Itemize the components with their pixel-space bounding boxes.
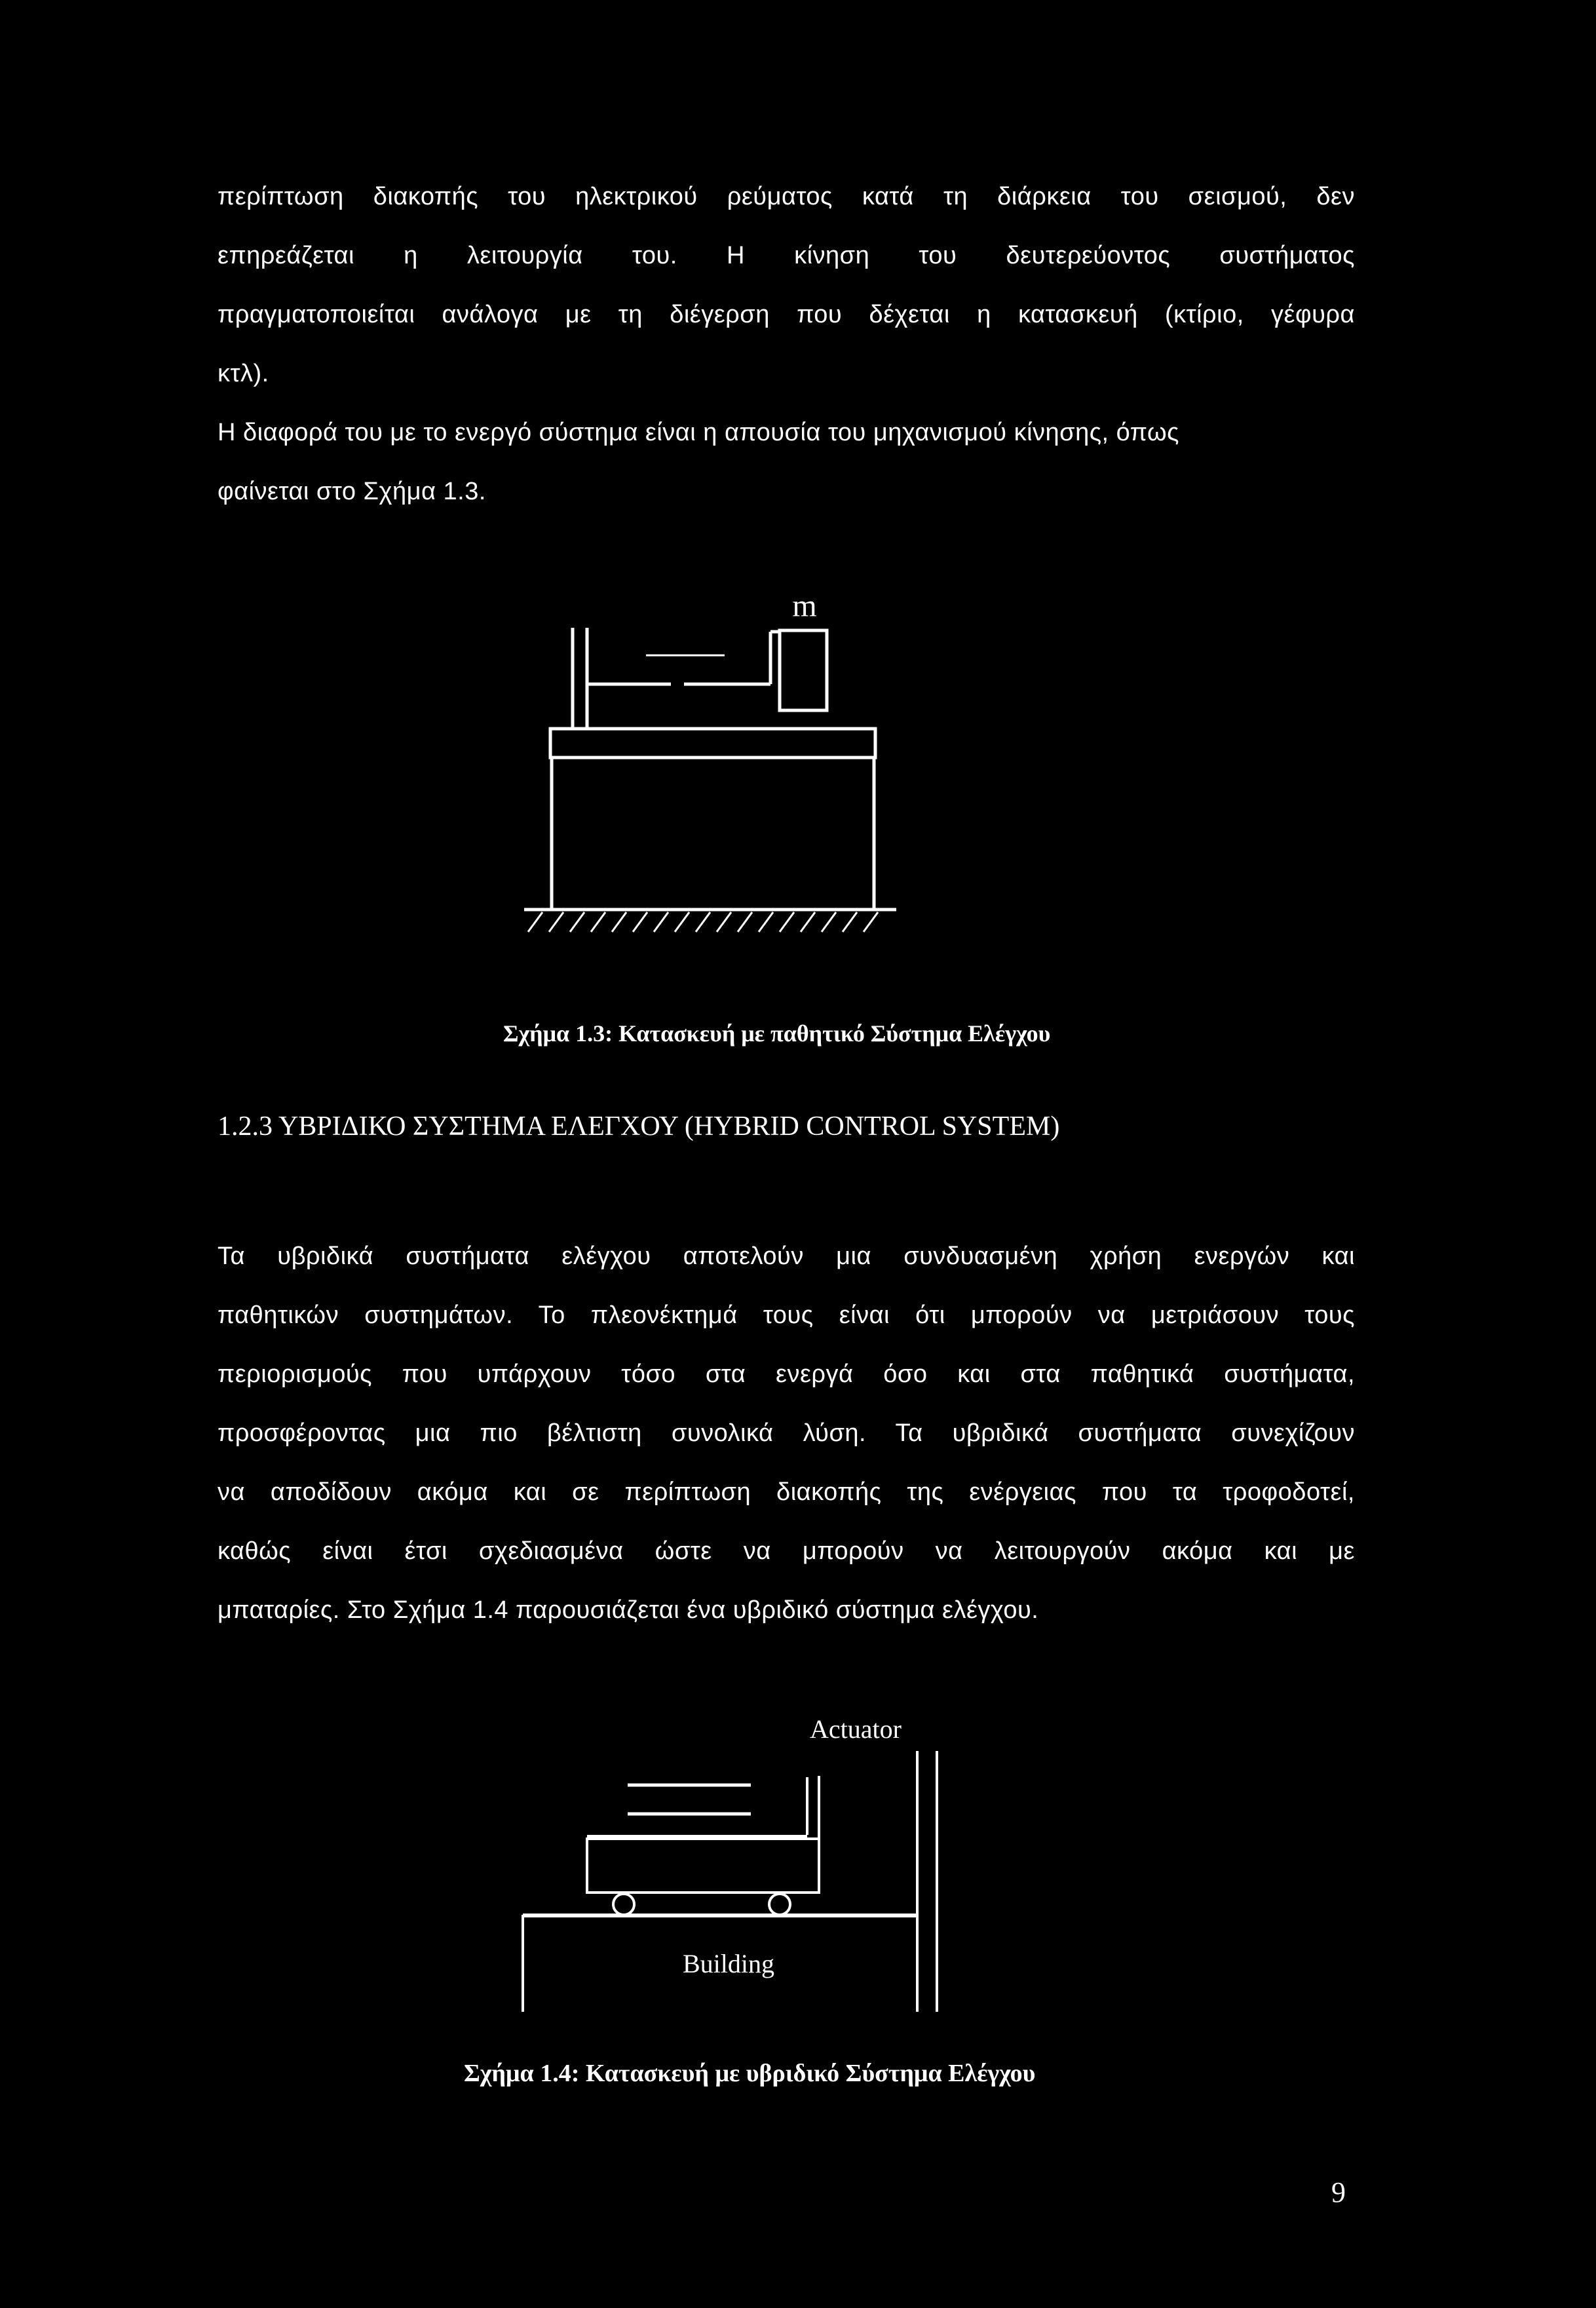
intro-line: πραγματοποιείται ανάλογα με τη διέγερση που δέχεται η κατασκευή (κτίριο, γέφυρα — [218, 301, 1355, 328]
mass-label: m — [792, 588, 817, 623]
intro-line: Η διαφορά του με το ενεργό σύστημα είναι η απουσία του μηχανισμού κίνησης, όπως — [218, 419, 1179, 446]
intro-line: περίπτωση διακοπής του ηλεκτρικού ρεύματος κατά τη διάρκεια του σεισμού, δεν — [218, 183, 1355, 210]
body-line: Τα υβριδικά συστήματα ελέγχου αποτελούν μια συνδυασμένη χρήση ενεργών και — [218, 1242, 1355, 1270]
section-heading: 1.2.3 ΥΒΡΙΔΙΚΟ ΣΥΣΤΗΜΑ ΕΛΕΓΧΟΥ (HYBRID CONTROL SYSTEM) — [218, 1111, 1060, 1142]
page-number: 9 — [1331, 2176, 1346, 2208]
cart-wheel-left — [613, 1894, 634, 1915]
cart-body — [587, 1839, 819, 1893]
body-line: να αποδίδουν ακόμα και σε περίπτωση διακοπής της ενέργειας που τα τροφοδοτεί, — [218, 1478, 1355, 1506]
intro-line: επηρεάζεται η λειτουργία του. Η κίνηση του δευτερεύοντος συστήματος — [218, 242, 1355, 269]
body-line: παθητικών συστημάτων. Το πλεονέκτημά τους είναι ότι μπορούν να μετριάσουν τους — [218, 1301, 1355, 1329]
intro-line: φαίνεται στο Σχήμα 1.3. — [218, 478, 486, 505]
building-label: Building — [682, 1949, 775, 1978]
body-line: περιορισμούς που υπάρχουν τόσο στα ενεργά όσο και στα παθητικά συστήματα, — [218, 1360, 1355, 1388]
body-line: καθώς είναι έτσι σχεδιασμένα ώστε να μπορούν να λειτουργούν ακόμα και με — [218, 1537, 1355, 1565]
figure-1-3-caption: Σχήμα 1.3: Κατασκευή με παθητικό Σύστημα Ελέγχου — [503, 1020, 1051, 1047]
figure-1-4-caption: Σχήμα 1.4: Κατασκευή με υβριδικό Σύστημα Ελέγχου — [464, 2060, 1036, 2087]
body-line: μπαταρίες. Στο Σχήμα 1.4 παρουσιάζεται ένα υβριδικό σύστημα ελέγχου. — [218, 1596, 1039, 1624]
intro-line: κτλ). — [218, 360, 269, 387]
body-line: προσφέροντας μια πιο βέλτιστη συνολικά λύση. Τα υβριδικά συστήματα συνεχίζουν — [218, 1419, 1355, 1447]
cart-wheel-right — [769, 1894, 790, 1915]
actuator-label: Actuator — [810, 1714, 902, 1744]
